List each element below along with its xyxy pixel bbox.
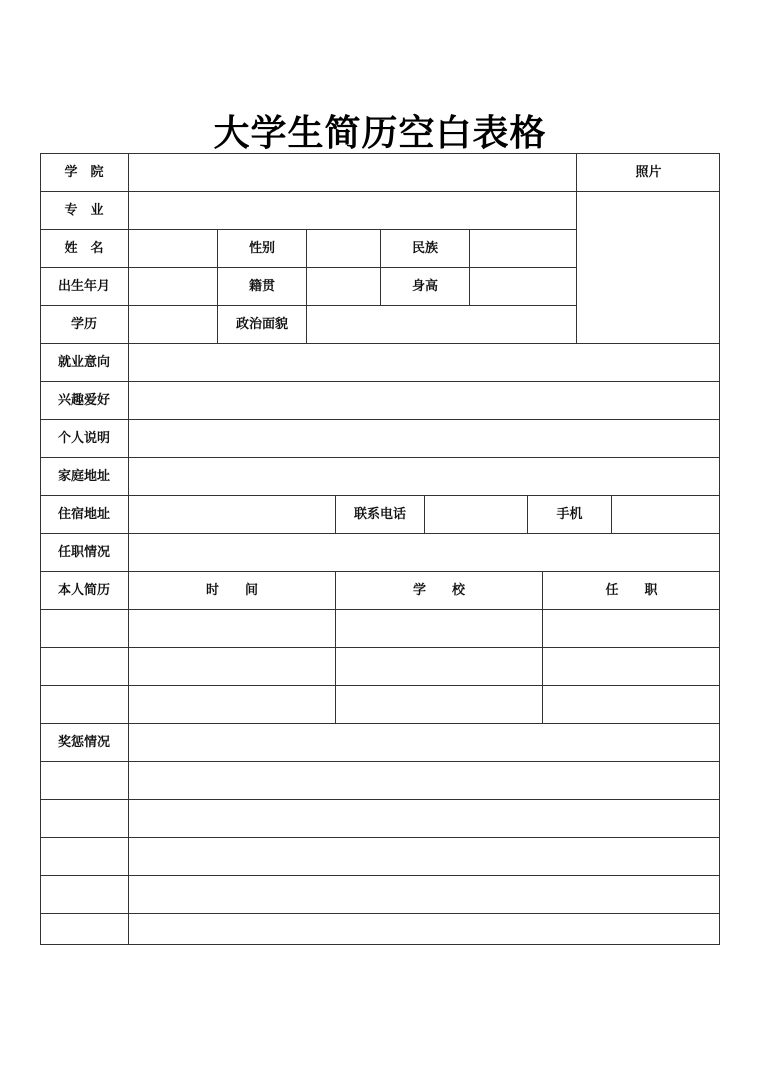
height-field[interactable]	[470, 268, 576, 306]
blank-row-field[interactable]	[129, 876, 720, 914]
personal-statement-field[interactable]	[129, 420, 720, 458]
photo-label: 照片	[635, 165, 662, 180]
native-place-field[interactable]	[307, 268, 380, 306]
resume-school-cell[interactable]	[336, 648, 542, 686]
resume-time-cell[interactable]	[129, 686, 335, 724]
awards-label: 奖惩情况	[57, 735, 110, 750]
blank-row-field[interactable]	[129, 914, 720, 944]
hobbies-field[interactable]	[129, 382, 720, 420]
ethnicity-field[interactable]	[470, 230, 576, 268]
blank-row-field[interactable]	[129, 838, 720, 876]
resume-label: 本人简历	[57, 583, 110, 598]
dorm-address-field[interactable]	[129, 496, 335, 534]
contact-phone-field[interactable]	[425, 496, 527, 534]
mobile-field[interactable]	[612, 496, 720, 534]
birth-date-field[interactable]	[129, 268, 217, 306]
resume-position-cell[interactable]	[543, 610, 720, 648]
education-field[interactable]	[129, 306, 217, 344]
gender-field[interactable]	[307, 230, 380, 268]
mobile-label: 手机	[556, 507, 583, 522]
political-status-label: 政治面貌	[235, 317, 288, 332]
awards-field[interactable]	[129, 724, 720, 762]
resume-school-cell[interactable]	[336, 610, 542, 648]
hobbies-label: 兴趣爱好	[57, 393, 110, 408]
resume-school-cell[interactable]	[336, 686, 542, 724]
native-place-label: 籍贯	[248, 279, 275, 294]
education-label: 学历	[70, 317, 97, 332]
job-intention-field[interactable]	[129, 344, 720, 382]
positions-held-label: 任职情况	[57, 545, 110, 560]
document-title: 大学生简历空白表格	[213, 113, 547, 154]
contact-phone-label: 联系电话	[353, 507, 406, 522]
resume-position-cell[interactable]	[543, 648, 720, 686]
home-address-label: 家庭地址	[57, 469, 110, 484]
resume-position-cell[interactable]	[543, 686, 720, 724]
gender-label: 性别	[248, 241, 275, 256]
position-column-header: 任 职	[605, 583, 658, 598]
time-column-header: 时 间	[205, 583, 258, 598]
name-label: 姓 名	[64, 241, 104, 256]
resume-time-cell[interactable]	[129, 610, 335, 648]
positions-held-field[interactable]	[129, 534, 720, 572]
birth-date-label: 出生年月	[57, 279, 110, 294]
ethnicity-label: 民族	[411, 241, 438, 256]
resume-time-cell[interactable]	[129, 648, 335, 686]
name-field[interactable]	[129, 230, 217, 268]
political-status-field[interactable]	[307, 306, 576, 344]
college-label: 学 院	[64, 165, 104, 180]
dorm-address-label: 住宿地址	[57, 507, 110, 522]
height-label: 身高	[411, 279, 438, 294]
blank-row-field[interactable]	[129, 762, 720, 800]
major-field[interactable]	[129, 192, 576, 230]
home-address-field[interactable]	[129, 458, 720, 496]
major-label: 专 业	[64, 203, 104, 218]
college-field[interactable]	[129, 154, 576, 192]
job-intention-label: 就业意向	[57, 355, 110, 370]
personal-statement-label: 个人说明	[57, 431, 110, 446]
school-column-header: 学 校	[412, 583, 465, 598]
blank-row-field[interactable]	[129, 800, 720, 838]
photo-box[interactable]	[577, 192, 720, 343]
